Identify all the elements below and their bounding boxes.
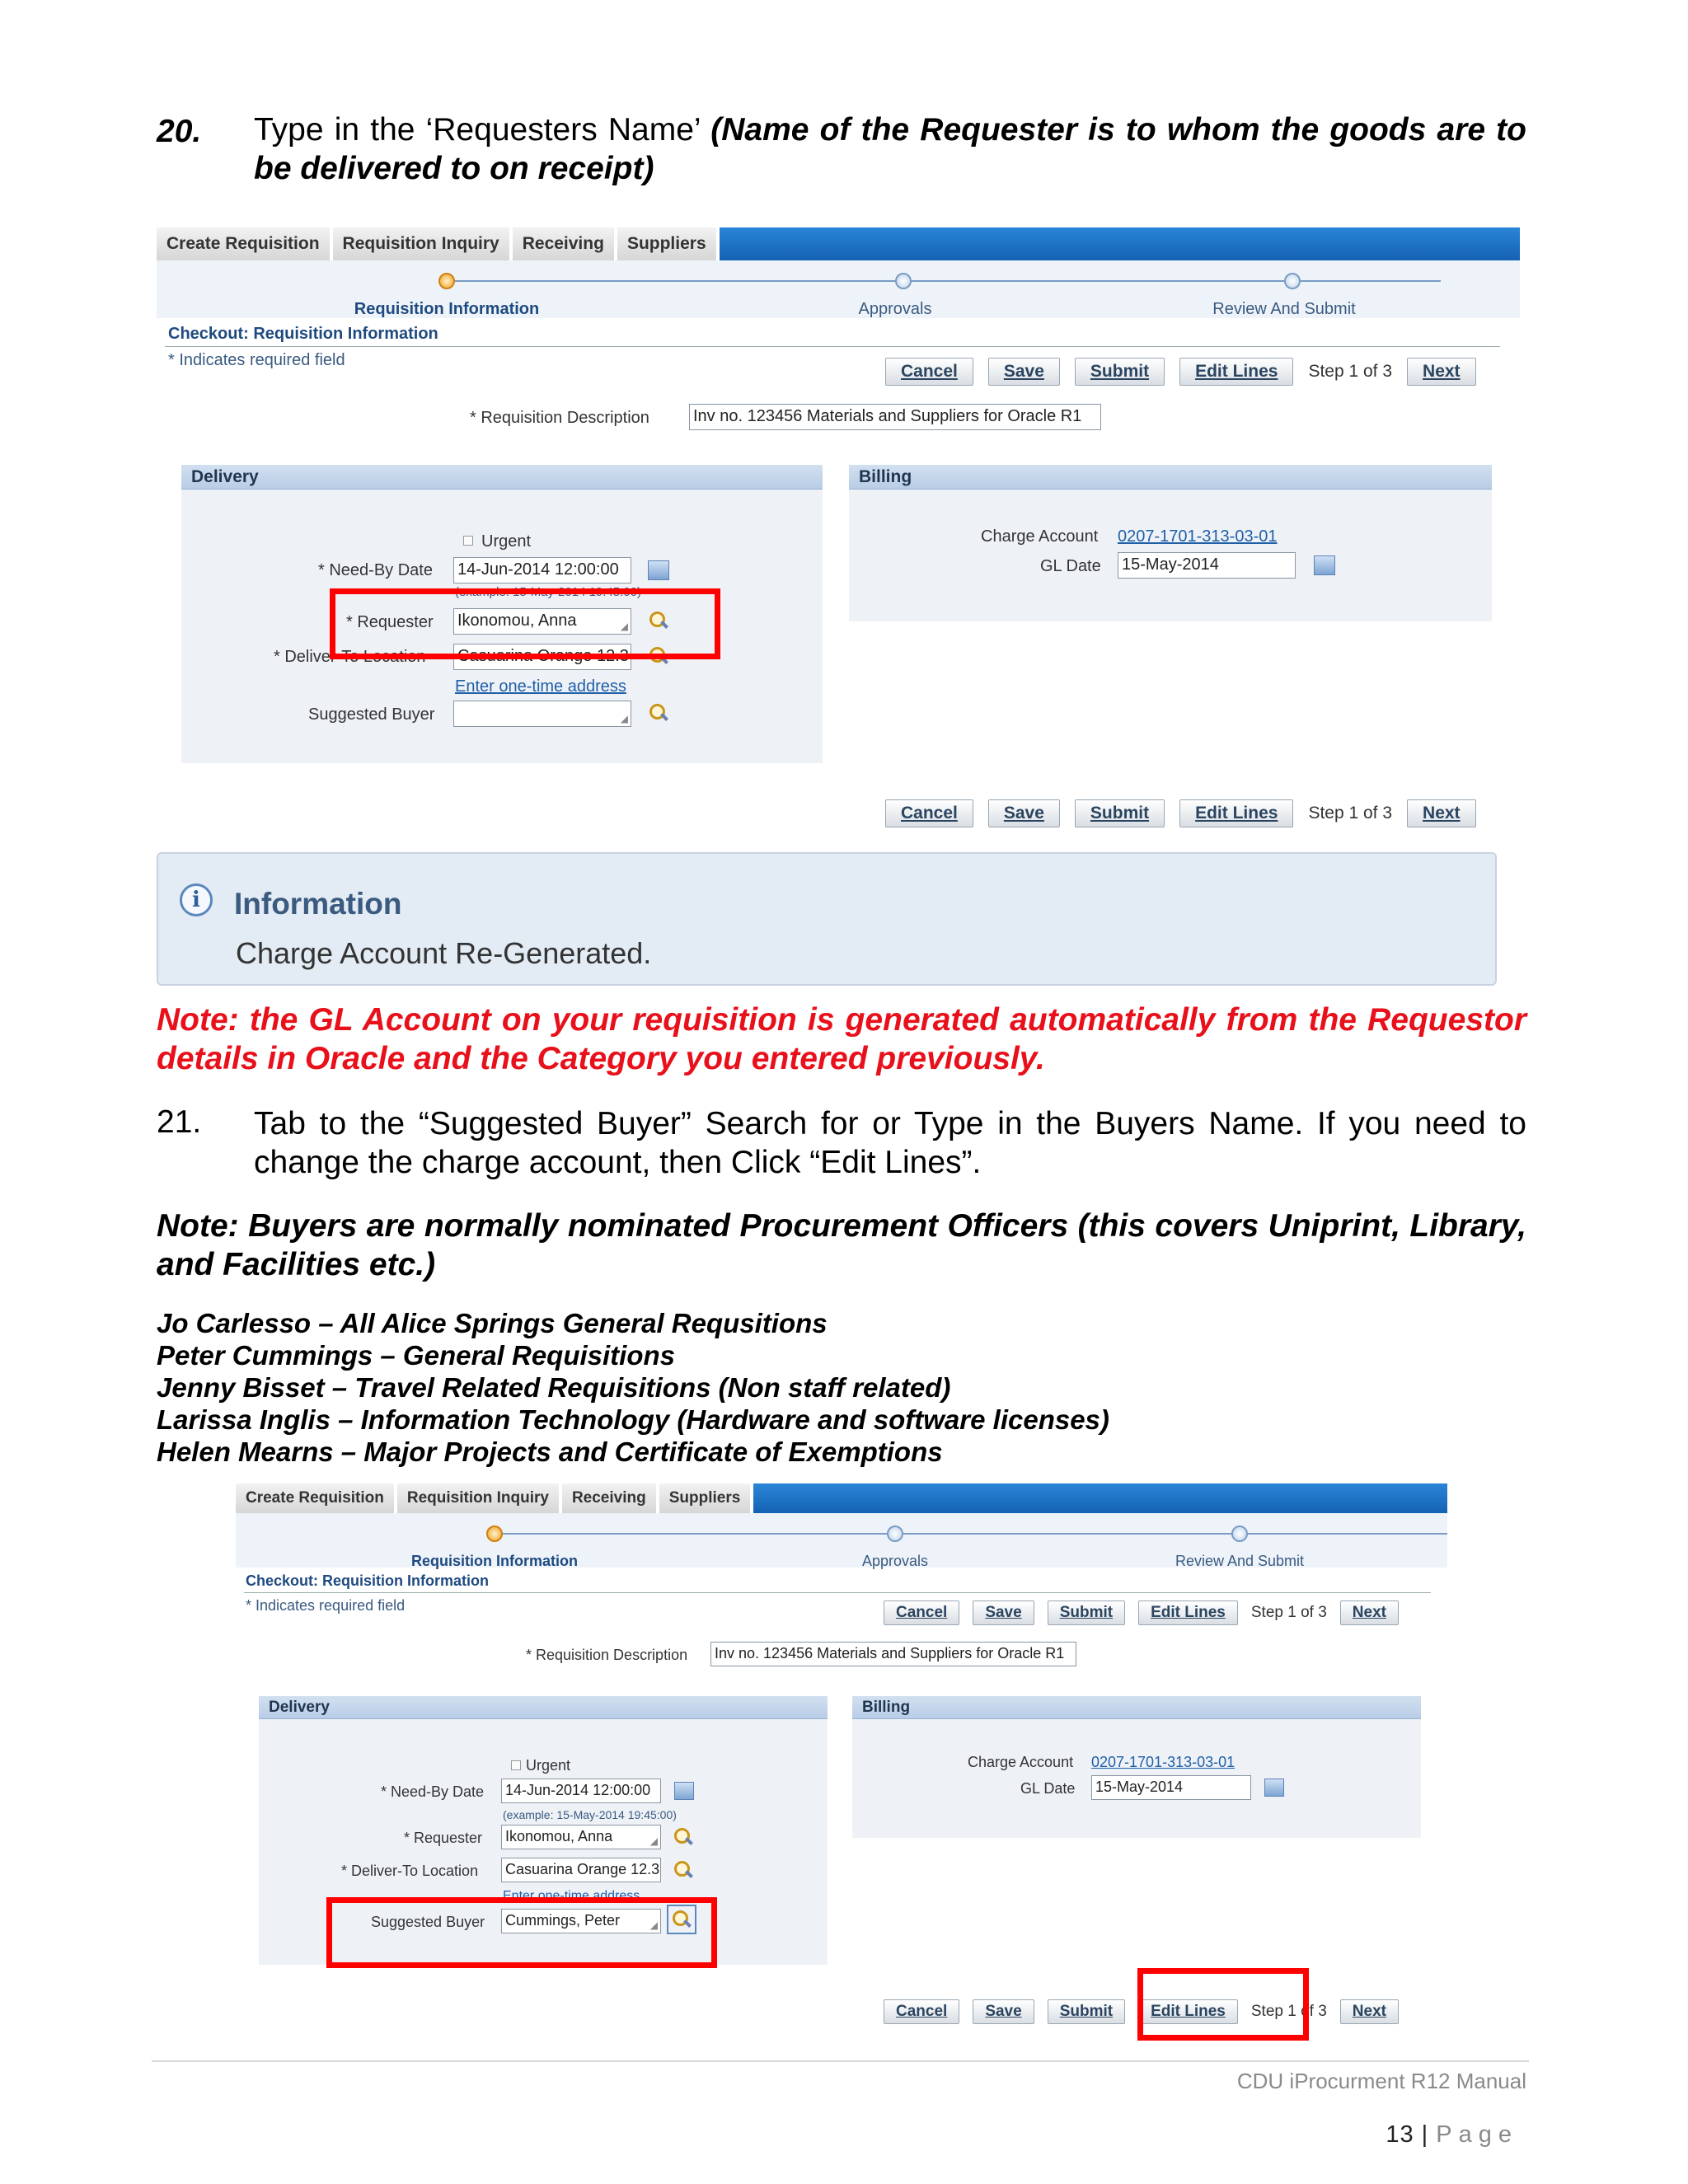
charge-account-label: Charge Account xyxy=(981,527,1099,546)
suggested-buyer-label: Suggested Buyer xyxy=(371,1914,485,1930)
information-banner xyxy=(157,852,1497,986)
billing-panel-title: Billing xyxy=(849,465,1492,490)
buyers-list xyxy=(157,1307,1109,1468)
save-button[interactable]: Save xyxy=(973,1999,1034,2024)
cancel-button[interactable]: Cancel xyxy=(885,799,973,827)
gl-date-label: GL Date xyxy=(1040,557,1101,575)
save-button[interactable]: Save xyxy=(973,1601,1034,1625)
edit-lines-button[interactable]: Edit Lines xyxy=(1138,1999,1238,2024)
train-step-dot xyxy=(1284,273,1301,289)
tab-suppliers[interactable]: Suppliers xyxy=(659,1483,754,1513)
process-train xyxy=(157,260,1520,318)
step-indicator: Step 1 of 3 xyxy=(1250,1604,1327,1621)
urgent-label: Urgent xyxy=(526,1757,571,1774)
edit-lines-button[interactable]: Edit Lines xyxy=(1179,799,1293,827)
one-time-address-link[interactable]: Enter one-time address xyxy=(455,677,626,696)
calendar-icon[interactable] xyxy=(1314,555,1335,575)
requisition-description-label: * Requisition Description xyxy=(470,409,649,427)
urgent-checkbox[interactable] xyxy=(511,1760,521,1770)
step-number: 21. xyxy=(157,1104,202,1140)
calendar-icon[interactable] xyxy=(1264,1779,1284,1797)
footer-manual-title: CDU iProcurment R12 Manual xyxy=(1236,2069,1526,2093)
information-title: Information xyxy=(234,887,402,921)
requester-label: * Requester xyxy=(346,613,434,631)
page-title: Checkout: Requisition Information xyxy=(246,1572,489,1589)
suggested-buyer-label: Suggested Buyer xyxy=(308,705,435,724)
edit-lines-button[interactable]: Edit Lines xyxy=(1138,1601,1238,1625)
step-instruction-plain: Type in the ‘Requesters Name’ xyxy=(254,112,711,148)
urgent-checkbox[interactable] xyxy=(463,536,473,546)
info-icon: i xyxy=(180,883,213,916)
page-number-value: 13 xyxy=(1386,2121,1414,2148)
note-gl-account: Note: the GL Account on your requisition is generated automatically from the Requestor details in Oracle and the Category you entered previously. xyxy=(157,1002,1526,1076)
screenshot-checkout-2 xyxy=(236,1483,1447,2044)
dropdown-corner-icon: ◢ xyxy=(649,1919,658,1931)
step-indicator: Step 1 of 3 xyxy=(1250,2003,1327,2020)
tab-suppliers[interactable]: Suppliers xyxy=(617,227,720,260)
edit-lines-button[interactable]: Edit Lines xyxy=(1179,358,1293,386)
search-icon[interactable] xyxy=(673,1859,694,1881)
step-number: 20. xyxy=(157,114,202,149)
submit-button[interactable]: Submit xyxy=(1075,358,1165,386)
train-step-review-submit[interactable]: Review And Submit xyxy=(1212,300,1356,318)
required-field-note: * Indicates required field xyxy=(246,1597,406,1614)
submit-button[interactable]: Submit xyxy=(1075,799,1165,827)
one-time-address-link[interactable]: Enter one-time address xyxy=(503,1889,640,1903)
need-by-date-label: * Need-By Date xyxy=(381,1783,485,1800)
list-item: Helen Mearns – Major Projects and Certificate of Exemptions xyxy=(157,1436,943,1467)
train-line xyxy=(495,1533,1447,1535)
requisition-description-field[interactable]: Inv no. 123456 Materials and Suppliers for Oracle R1 xyxy=(710,1642,1076,1666)
search-icon[interactable] xyxy=(673,1826,694,1848)
page-word: Page xyxy=(1436,2121,1518,2148)
step-instruction: Tab to the “Suggested Buyer” Search for or Type in the Buyers Name. If you need to change the charge account, then Click “Edit Lines”. xyxy=(254,1106,1526,1180)
next-button[interactable]: Next xyxy=(1340,1601,1399,1625)
next-button[interactable]: Next xyxy=(1407,799,1476,827)
note-buyers: Note: Buyers are normally nominated Procurement Officers (this covers Uniprint, Library, and Facilities etc.) xyxy=(157,1208,1526,1282)
requester-value: Ikonomou, Anna xyxy=(505,1828,613,1844)
highlight-box-requester xyxy=(330,588,720,659)
save-button[interactable]: Save xyxy=(988,799,1060,827)
button-row-top xyxy=(884,1601,1399,1625)
footer-divider xyxy=(152,2060,1529,2062)
list-item: Jenny Bisset – Travel Related Requisitions (Non staff related) xyxy=(157,1372,951,1403)
need-by-date-hint: (example: 15-May-2014 19:45:00) xyxy=(455,585,641,599)
gl-date-label: GL Date xyxy=(1020,1780,1076,1797)
divider xyxy=(165,346,1500,347)
save-button[interactable]: Save xyxy=(988,358,1060,386)
list-item: Jo Carlesso – All Alice Springs General Requsitions xyxy=(157,1308,828,1338)
requisition-description-label: * Requisition Description xyxy=(526,1647,688,1663)
page-title: Checkout: Requisition Information xyxy=(168,325,438,343)
step-indicator: Step 1 of 3 xyxy=(1308,362,1393,381)
deliver-to-location-label: * Deliver-To Location xyxy=(274,648,426,666)
tab-list xyxy=(236,1483,753,1513)
step-instruction-emphasis: (Name of the Requester is to whom the goods are to be delivered to on receipt) xyxy=(254,112,1526,186)
required-field-note: * Indicates required field xyxy=(168,351,345,369)
need-by-date-field[interactable]: 14-Jun-2014 12:00:00 xyxy=(453,557,631,583)
gl-date-field[interactable]: 15-May-2014 xyxy=(1091,1775,1251,1800)
highlight-box-edit-lines xyxy=(1137,1968,1309,2041)
train-step-requisition-information[interactable]: Requisition Information xyxy=(411,1553,578,1569)
charge-account-link[interactable]: 0207-1701-313-03-01 xyxy=(1091,1754,1236,1770)
deliver-to-location-field[interactable] xyxy=(501,1858,661,1882)
suggested-buyer-value: Cummings, Peter xyxy=(505,1912,621,1929)
train-step-dot xyxy=(887,1526,903,1542)
tab-requisition-inquiry[interactable]: Requisition Inquiry xyxy=(333,227,513,260)
requester-label: * Requester xyxy=(404,1830,483,1846)
train-step-dot-active xyxy=(438,273,455,289)
search-icon[interactable] xyxy=(648,702,669,724)
suggested-buyer-field[interactable] xyxy=(453,701,631,727)
train-step-requisition-information[interactable]: Requisition Information xyxy=(354,300,540,318)
tab-create-requisition[interactable]: Create Requisition xyxy=(236,1483,397,1513)
deliver-to-location-label: * Deliver-To Location xyxy=(341,1863,479,1879)
train-step-dot xyxy=(895,273,912,289)
requisition-description-field[interactable]: Inv no. 123456 Materials and Suppliers for Oracle R1 xyxy=(689,404,1101,430)
information-message: Charge Account Re-Generated. xyxy=(236,936,652,970)
screenshot-checkout-1 xyxy=(157,227,1520,837)
gl-date-field[interactable]: 15-May-2014 xyxy=(1118,552,1296,579)
calendar-icon[interactable] xyxy=(648,560,669,580)
dropdown-corner-icon: ◢ xyxy=(620,713,628,724)
cancel-button[interactable]: Cancel xyxy=(884,1999,959,2024)
tab-receiving[interactable]: Receiving xyxy=(562,1483,659,1513)
cancel-button[interactable]: Cancel xyxy=(885,358,973,386)
train-step-dot xyxy=(1231,1526,1248,1542)
delivery-panel-title: Delivery xyxy=(259,1696,828,1719)
train-step-dot-active xyxy=(486,1526,503,1542)
requester-field[interactable] xyxy=(501,1825,661,1849)
tab-list xyxy=(157,227,720,260)
next-button[interactable]: Next xyxy=(1407,358,1476,386)
submit-button[interactable]: Submit xyxy=(1048,1999,1125,2024)
divider xyxy=(244,1592,1431,1593)
urgent-label: Urgent xyxy=(481,532,532,551)
page-number xyxy=(1386,2121,1518,2149)
submit-button[interactable]: Submit xyxy=(1048,1601,1125,1625)
step-indicator: Step 1 of 3 xyxy=(1308,804,1393,823)
requester-value: Ikonomou, Anna xyxy=(457,612,577,630)
train-step-review-submit[interactable]: Review And Submit xyxy=(1175,1553,1305,1569)
list-item: Larissa Inglis – Information Technology (Hardware and software licenses) xyxy=(157,1404,1109,1435)
button-row-bottom xyxy=(885,799,1476,827)
highlight-box-suggested-buyer xyxy=(326,1897,717,1968)
list-item: Peter Cummings – General Requisitions xyxy=(157,1340,675,1371)
button-row-top xyxy=(885,358,1476,386)
need-by-date-hint: (example: 15-May-2014 19:45:00) xyxy=(503,1808,677,1821)
dropdown-corner-icon: ◢ xyxy=(649,1835,658,1847)
process-train xyxy=(236,1513,1447,1568)
train-step-approvals[interactable]: Approvals xyxy=(861,1553,929,1569)
deliver-to-location-value: Casuarina Orange 12.3 xyxy=(457,647,629,665)
tab-requisition-inquiry[interactable]: Requisition Inquiry xyxy=(397,1483,562,1513)
charge-account-label: Charge Account xyxy=(968,1754,1074,1770)
step-instruction xyxy=(254,110,1526,188)
tab-create-requisition[interactable]: Create Requisition xyxy=(157,227,333,260)
calendar-icon[interactable] xyxy=(674,1782,694,1800)
need-by-date-field[interactable]: 14-Jun-2014 12:00:00 xyxy=(501,1779,661,1803)
train-step-approvals[interactable]: Approvals xyxy=(858,300,932,318)
next-button[interactable]: Next xyxy=(1340,1999,1399,2024)
delivery-panel-title: Delivery xyxy=(181,465,823,490)
billing-panel-title: Billing xyxy=(852,1696,1421,1719)
need-by-date-label: * Need-By Date xyxy=(318,561,433,579)
deliver-to-location-value: Casuarina Orange 12.3 xyxy=(505,1861,660,1877)
page-number-separator: | xyxy=(1414,2121,1437,2148)
charge-account-link[interactable]: 0207-1701-313-03-01 xyxy=(1118,527,1278,546)
tab-receiving[interactable]: Receiving xyxy=(513,227,617,260)
cancel-button[interactable]: Cancel xyxy=(884,1601,959,1625)
dropdown-corner-icon: ◢ xyxy=(620,621,628,632)
